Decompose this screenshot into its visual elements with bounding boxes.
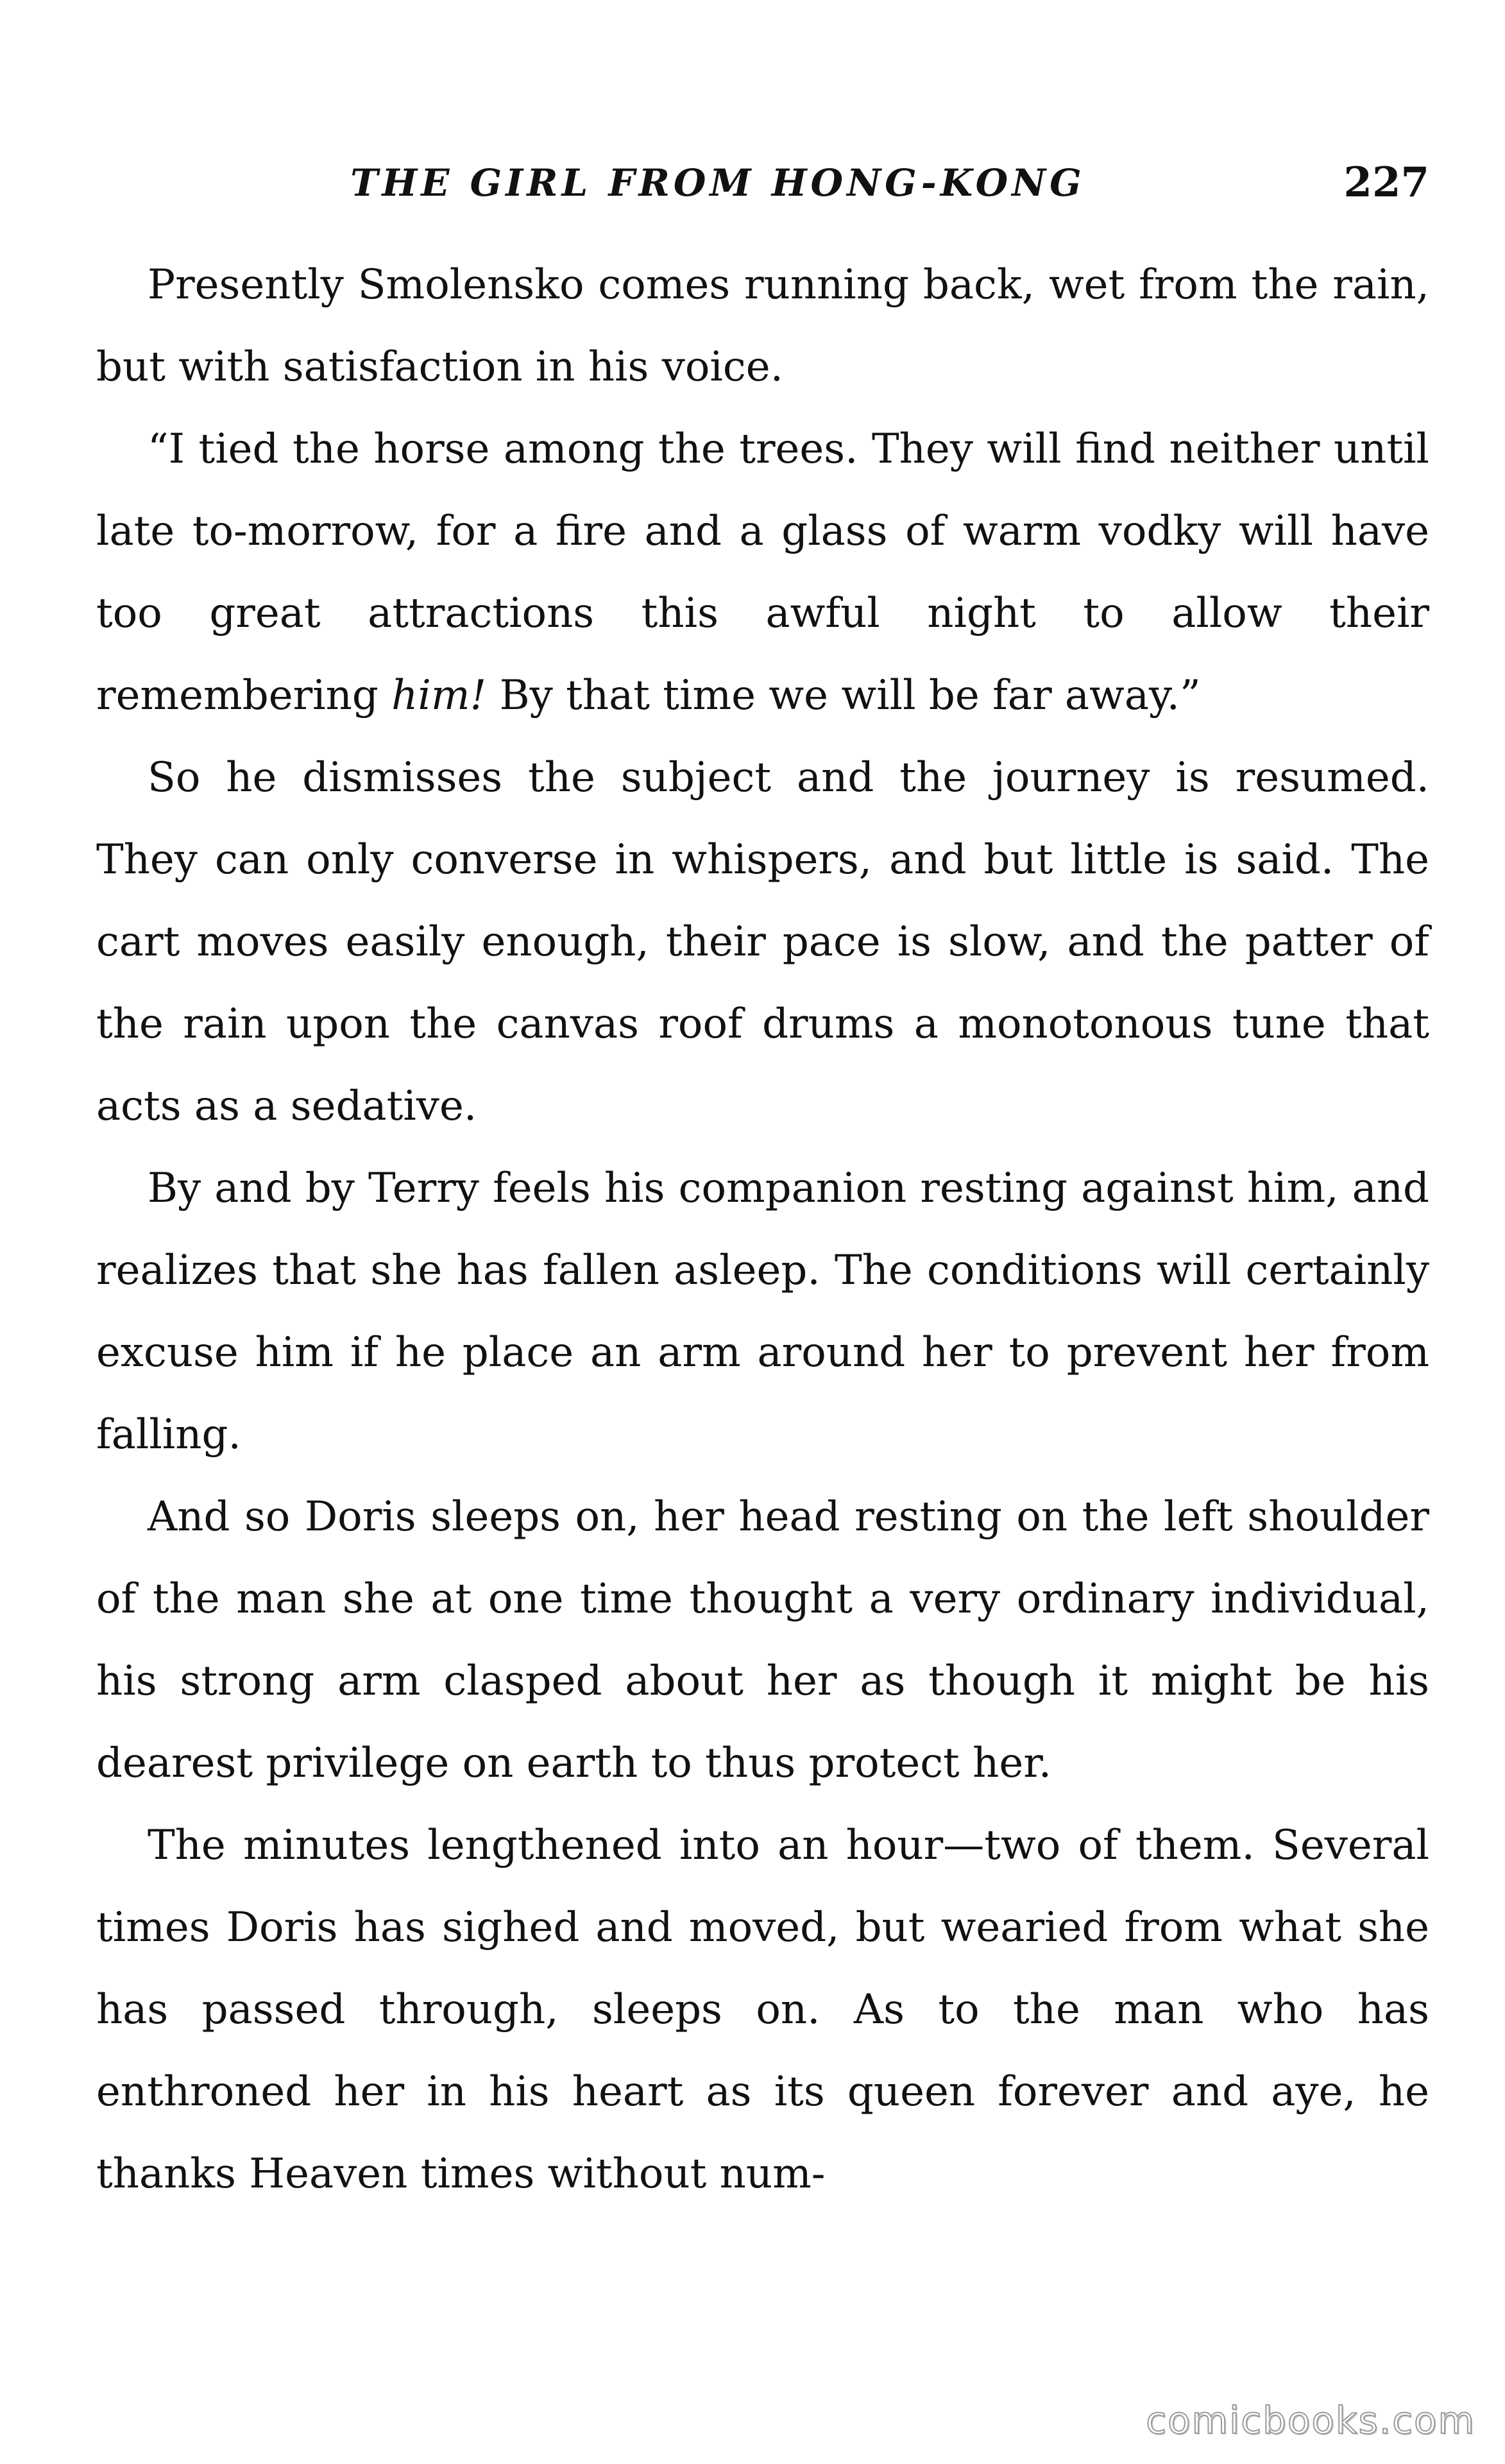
page-number: 227 — [1343, 158, 1429, 207]
paragraph-text: So he dismisses the subject and the journey is resumed. They can only converse in whispers, and but little is said. The cart moves easily enough, their pace is slow, and the patter of the rain upon the canvas roof drums a monotonous tune that acts as a sedative. — [96, 754, 1429, 1130]
running-head — [96, 154, 1429, 212]
paragraph — [96, 1147, 1429, 1476]
paragraph — [96, 244, 1429, 408]
paragraph-text: By and by Terry feels his companion resting against him, and realizes that she has fallen asleep. The conditions will certainly excuse him if he place an arm around her to prevent her from falling. — [96, 1165, 1429, 1459]
paragraph — [96, 1476, 1429, 1804]
body-text — [96, 244, 1429, 2215]
paragraph-text: By that time we will be far away.” — [486, 672, 1201, 719]
paragraph — [96, 737, 1429, 1147]
paragraph — [96, 408, 1429, 737]
watermark: comicbooks.com — [1146, 2399, 1475, 2442]
paragraph-text: Presently Smolensko comes running back, wet from the rain, but with satisfaction in his voice. — [96, 261, 1429, 391]
paragraph — [96, 1804, 1429, 2215]
paragraph-text: And so Doris sleeps on, her head resting on the left shoulder of the man she at one time thought a very ordinary individual, his strong arm clasped about her as though it might be his dearest privilege on earth to thus protect her. — [96, 1493, 1429, 1787]
paragraph-text: “I tied the horse among the trees. They will find neither until late to-morrow, for a fire and a glass of warm vodky will have too great attractions this awful night to allow their remembering — [96, 425, 1429, 719]
running-title: THE GIRL FROM HONG-KONG — [350, 161, 1085, 205]
italic-text: him! — [391, 672, 487, 719]
paragraph-text: The minutes lengthened into an hour—two of them. Several times Doris has sighed and moved, but wearied from what she has passed through, sleeps on. As to the man who has enthroned her in his heart as its queen forever and aye, he thanks Heaven times without num- — [96, 1822, 1429, 2198]
